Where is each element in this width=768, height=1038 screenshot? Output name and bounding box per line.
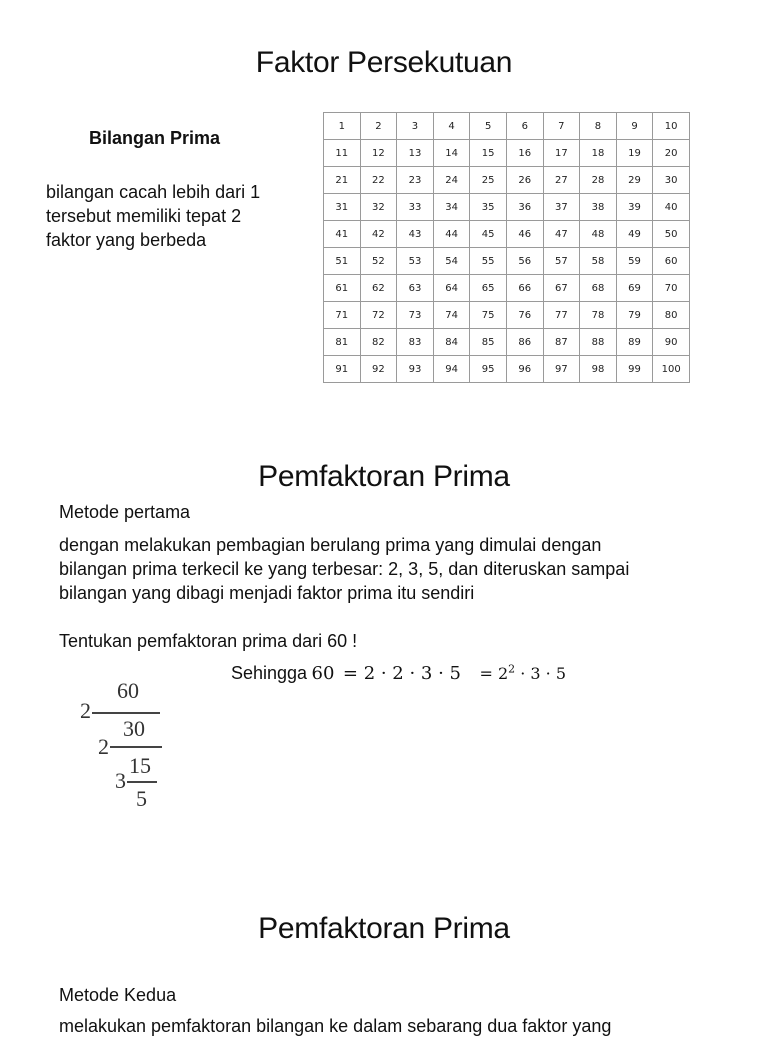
grid-cell: 1 (324, 113, 361, 140)
grid-cell: 33 (397, 194, 434, 221)
ladder-rule (127, 781, 157, 783)
grid-cell: 46 (506, 221, 543, 248)
grid-cell: 45 (470, 221, 507, 248)
grid-cell: 13 (397, 140, 434, 167)
ladder-dividend: 60 (117, 678, 139, 703)
grid-cell: 44 (433, 221, 470, 248)
grid-cell: 27 (543, 167, 580, 194)
grid-row (324, 221, 690, 248)
grid-cell: 81 (324, 329, 361, 356)
grid-cell: 82 (360, 329, 397, 356)
grid-cell: 7 (543, 113, 580, 140)
grid-cell: 54 (433, 248, 470, 275)
description-line: dengan melakukan pembagian berulang prima yang dimulai dengan (59, 535, 602, 555)
grid-row (324, 356, 690, 383)
result-lhs: 60 (311, 663, 335, 684)
grid-cell: 36 (506, 194, 543, 221)
grid-cell: 2 (360, 113, 397, 140)
grid-cell: 38 (580, 194, 617, 221)
definition-line: bilangan cacah lebih dari 1 (46, 182, 261, 202)
result-power-form (479, 664, 566, 683)
number-grid-1-to-100 (323, 112, 690, 383)
grid-cell: 100 (653, 356, 690, 383)
grid-cell: 61 (324, 275, 361, 302)
grid-cell: 66 (506, 275, 543, 302)
subtitle-bilangan-prima: Bilangan Prima (89, 128, 221, 148)
grid-cell: 47 (543, 221, 580, 248)
method-description-cut: melakukan pemfaktoran bilangan ke dalam sebarang dua faktor yang (59, 1016, 612, 1036)
method-label-second: Metode Kedua (59, 985, 177, 1005)
grid-cell: 87 (543, 329, 580, 356)
division-ladder-figure (70, 678, 180, 838)
grid-cell: 62 (360, 275, 397, 302)
definition-line: faktor yang berbeda (46, 230, 207, 250)
grid-cell: 6 (506, 113, 543, 140)
grid-cell: 55 (470, 248, 507, 275)
section-title-pemfaktoran-prima-2: Pemfaktoran Prima (258, 912, 510, 945)
grid-cell: 49 (616, 221, 653, 248)
grid-cell: 90 (653, 329, 690, 356)
grid-cell: 15 (470, 140, 507, 167)
section-title-faktor-persekutuan: Faktor Persekutuan (255, 46, 513, 79)
grid-cell: 10 (653, 113, 690, 140)
grid-cell: 95 (470, 356, 507, 383)
grid-cell: 3 (397, 113, 434, 140)
grid-cell: 65 (470, 275, 507, 302)
grid-cell: 29 (616, 167, 653, 194)
grid-cell: 25 (470, 167, 507, 194)
ladder-dividend: 5 (136, 786, 147, 811)
grid-row (324, 113, 690, 140)
ladder-dividend: 30 (123, 716, 145, 741)
grid-cell: 41 (324, 221, 361, 248)
grid-cell: 78 (580, 302, 617, 329)
grid-cell: 43 (397, 221, 434, 248)
result-expanded: = 2 · 2 · 3 · 5 (342, 663, 461, 684)
grid-cell: 14 (433, 140, 470, 167)
ladder-divisor: 3 (115, 768, 126, 793)
grid-cell: 12 (360, 140, 397, 167)
grid-cell: 42 (360, 221, 397, 248)
grid-cell: 23 (397, 167, 434, 194)
grid-cell: 92 (360, 356, 397, 383)
grid-cell: 28 (580, 167, 617, 194)
grid-cell: 74 (433, 302, 470, 329)
method-label-first: Metode pertama (59, 502, 191, 522)
grid-cell: 5 (470, 113, 507, 140)
grid-cell: 51 (324, 248, 361, 275)
grid-cell: 24 (433, 167, 470, 194)
grid-cell: 60 (653, 248, 690, 275)
grid-cell: 68 (580, 275, 617, 302)
result-power-base: = 2 (479, 664, 509, 683)
grid-cell: 53 (397, 248, 434, 275)
grid-row (324, 140, 690, 167)
grid-cell: 34 (433, 194, 470, 221)
ladder-dividend: 15 (129, 753, 151, 778)
grid-cell: 18 (580, 140, 617, 167)
prime-definition (46, 180, 260, 252)
grid-cell: 83 (397, 329, 434, 356)
grid-cell: 85 (470, 329, 507, 356)
grid-row (324, 167, 690, 194)
grid-cell: 80 (653, 302, 690, 329)
grid-cell: 21 (324, 167, 361, 194)
grid-cell: 17 (543, 140, 580, 167)
grid-cell: 63 (397, 275, 434, 302)
grid-cell: 94 (433, 356, 470, 383)
description-line: bilangan prima terkecil ke yang terbesar: 2, 3, 5, dan diteruskan sampai (59, 559, 630, 579)
grid-cell: 76 (506, 302, 543, 329)
grid-cell: 71 (324, 302, 361, 329)
grid-cell: 8 (580, 113, 617, 140)
grid-cell: 70 (653, 275, 690, 302)
grid-cell: 77 (543, 302, 580, 329)
grid-cell: 9 (616, 113, 653, 140)
grid-row (324, 248, 690, 275)
grid-cell: 91 (324, 356, 361, 383)
result-power-exp: 2 (508, 662, 516, 676)
grid-cell: 40 (653, 194, 690, 221)
grid-cell: 86 (506, 329, 543, 356)
grid-cell: 69 (616, 275, 653, 302)
grid-cell: 50 (653, 221, 690, 248)
definition-line: tersebut memiliki tepat 2 (46, 206, 242, 226)
grid-cell: 52 (360, 248, 397, 275)
grid-row (324, 329, 690, 356)
grid-cell: 57 (543, 248, 580, 275)
grid-cell: 99 (616, 356, 653, 383)
grid-cell: 96 (506, 356, 543, 383)
grid-cell: 64 (433, 275, 470, 302)
question-text: Tentukan pemfaktoran prima dari 60 ! (59, 631, 358, 651)
grid-cell: 26 (506, 167, 543, 194)
grid-cell: 32 (360, 194, 397, 221)
grid-cell: 59 (616, 248, 653, 275)
grid-cell: 31 (324, 194, 361, 221)
grid-cell: 93 (397, 356, 434, 383)
method-description (59, 533, 629, 605)
grid-row (324, 302, 690, 329)
section-title-pemfaktoran-prima: Pemfaktoran Prima (258, 460, 510, 493)
ladder-divisor: 2 (80, 698, 91, 723)
grid-cell: 97 (543, 356, 580, 383)
description-line: bilangan yang dibagi menjadi faktor prima itu sendiri (59, 583, 475, 603)
grid-cell: 48 (580, 221, 617, 248)
grid-cell: 11 (324, 140, 361, 167)
grid-cell: 79 (616, 302, 653, 329)
ladder-rule (110, 746, 162, 748)
ladder-rule (92, 712, 160, 714)
grid-cell: 22 (360, 167, 397, 194)
grid-cell: 73 (397, 302, 434, 329)
grid-cell: 58 (580, 248, 617, 275)
grid-cell: 16 (506, 140, 543, 167)
grid-row (324, 275, 690, 302)
grid-cell: 19 (616, 140, 653, 167)
grid-cell: 98 (580, 356, 617, 383)
grid-cell: 67 (543, 275, 580, 302)
grid-cell: 88 (580, 329, 617, 356)
grid-cell: 75 (470, 302, 507, 329)
grid-cell: 84 (433, 329, 470, 356)
grid-cell: 4 (433, 113, 470, 140)
ladder-divisor: 2 (98, 734, 109, 759)
result-power-rest: · 3 · 5 (515, 664, 566, 683)
grid-cell: 72 (360, 302, 397, 329)
grid-cell: 39 (616, 194, 653, 221)
grid-cell: 20 (653, 140, 690, 167)
grid-cell: 37 (543, 194, 580, 221)
grid-row (324, 194, 690, 221)
grid-cell: 35 (470, 194, 507, 221)
result-prefix: Sehingga (231, 663, 308, 683)
grid-cell: 56 (506, 248, 543, 275)
grid-cell: 30 (653, 167, 690, 194)
grid-cell: 89 (616, 329, 653, 356)
factorization-result (231, 661, 566, 685)
